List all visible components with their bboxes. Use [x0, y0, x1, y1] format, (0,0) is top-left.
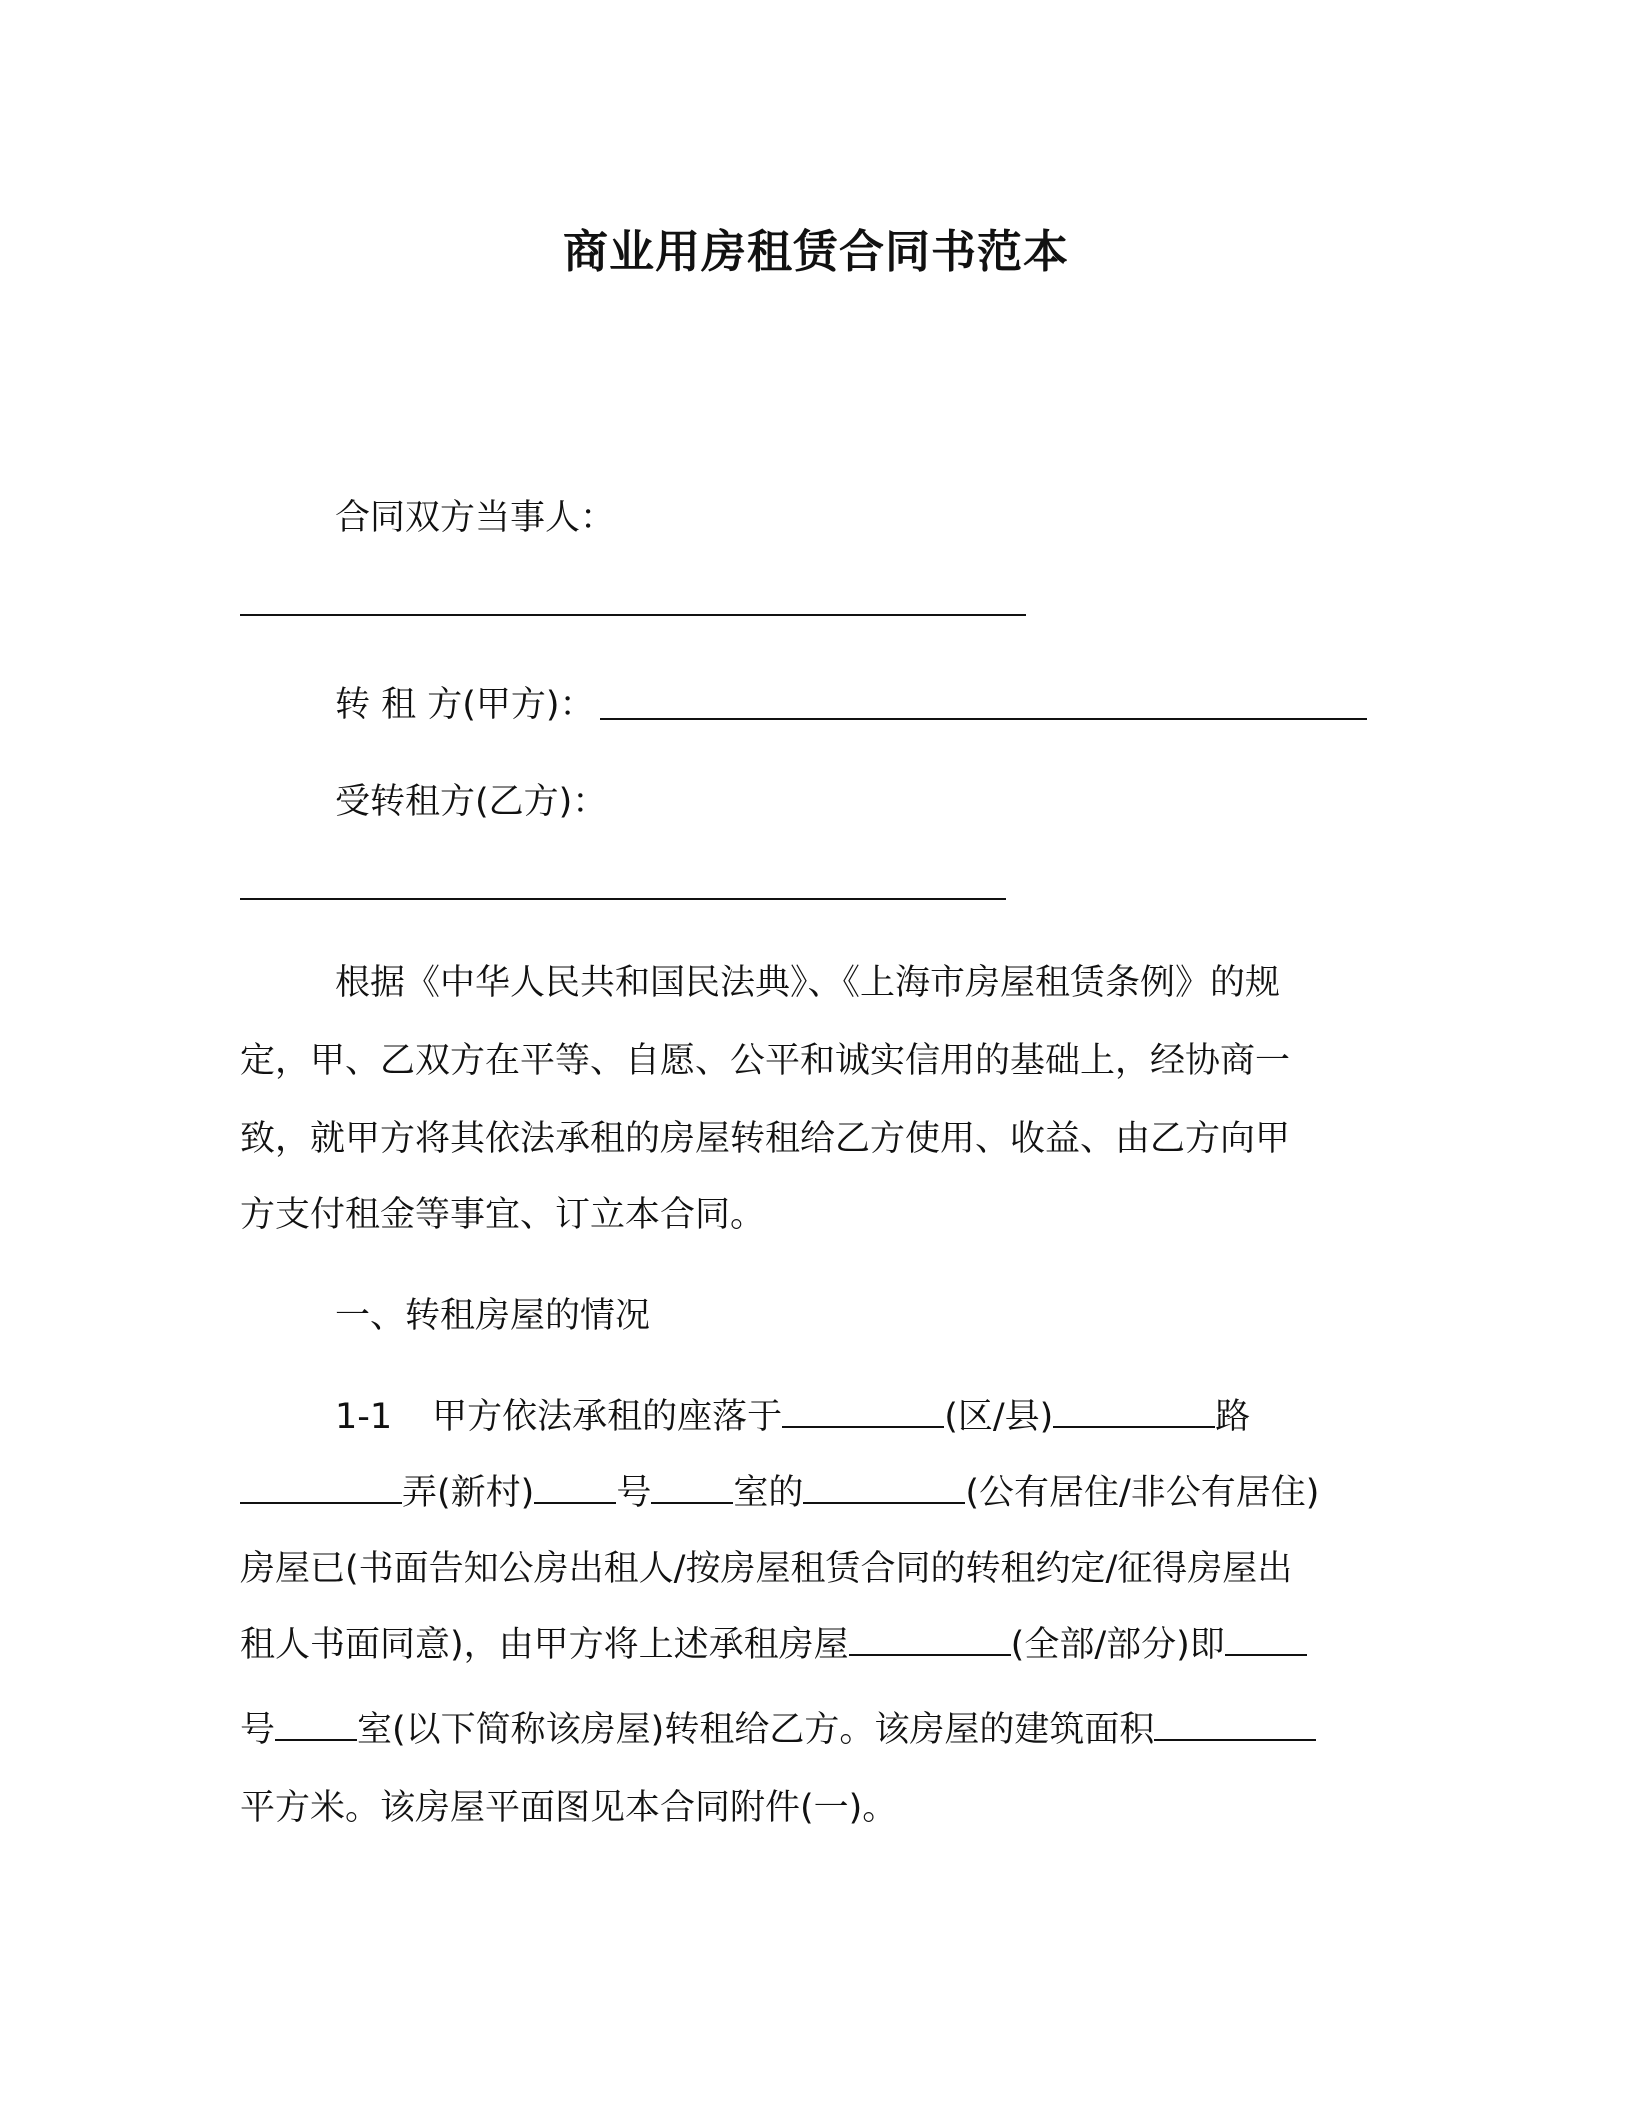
clause-text: 路	[1215, 1397, 1251, 1437]
clause-text: 弄(新村)	[402, 1473, 535, 1513]
parties-heading: 合同双方当事人：	[335, 498, 616, 538]
preamble-line-4: 方支付租金等事宜、订立本合同。	[240, 1195, 766, 1235]
clause-1-1-line-2	[240, 1468, 1420, 1518]
clause-1-1-line-5	[240, 1705, 1420, 1755]
road-blank	[1053, 1392, 1215, 1428]
document-title: 商业用房租赁合同书范本	[562, 225, 1069, 278]
sub-number-blank	[1225, 1620, 1307, 1656]
portion-blank	[849, 1620, 1011, 1656]
district-blank	[782, 1392, 944, 1428]
clause-text: (区/县)	[944, 1397, 1054, 1437]
lessor-label: 转 租 方(甲方)：	[335, 685, 595, 725]
sub-room-blank	[275, 1705, 357, 1741]
clause-1-1-line-3: 房屋已(书面告知公房出租人/按房屋租赁合同的转租约定/征得房屋出	[240, 1549, 1293, 1589]
room-blank	[651, 1468, 733, 1504]
area-blank	[1154, 1705, 1316, 1741]
clause-1-1-line-6: 平方米。该房屋平面图见本合同附件(一)。	[240, 1788, 898, 1828]
preamble-line-2: 定，甲、乙双方在平等、自愿、公平和诚实信用的基础上，经协商一	[240, 1041, 1291, 1081]
number-blank	[534, 1468, 616, 1504]
clause-text: 租人书面同意)，由甲方将上述承租房屋	[240, 1625, 849, 1665]
clause-1-1-line-4	[240, 1620, 1420, 1670]
lane-blank	[240, 1468, 402, 1504]
lessee-label: 受转租方(乙方)：	[335, 782, 608, 822]
section-1-heading: 一、转租房屋的情况	[335, 1296, 651, 1336]
clause-text: 号	[616, 1473, 652, 1513]
clause-1-1-line-1	[335, 1392, 1515, 1442]
lessee-blank-line	[240, 898, 1006, 900]
clause-text: (全部/部分)即	[1010, 1625, 1225, 1665]
preamble-line-3: 致，就甲方将其依法承租的房屋转租给乙方使用、收益、由乙方向甲	[240, 1119, 1291, 1159]
clause-text: 室(以下简称该房屋)转租给乙方。该房屋的建筑面积	[357, 1710, 1155, 1750]
clause-text: 室的	[733, 1473, 804, 1513]
clause-text: (公有居住/非公有居住)	[965, 1473, 1320, 1513]
lessor-blank-line	[600, 718, 1367, 720]
type-blank	[803, 1468, 965, 1504]
preamble-line-1: 根据《中华人民共和国民法典》、《上海市房屋租赁条例》的规	[335, 963, 1281, 1003]
clause-text: 甲方依法承租的座落于	[432, 1397, 783, 1437]
clause-number: 1-1	[335, 1397, 393, 1437]
clause-text: 号	[240, 1710, 276, 1750]
lessor-line	[335, 680, 1515, 730]
parties-blank-line	[240, 614, 1026, 616]
